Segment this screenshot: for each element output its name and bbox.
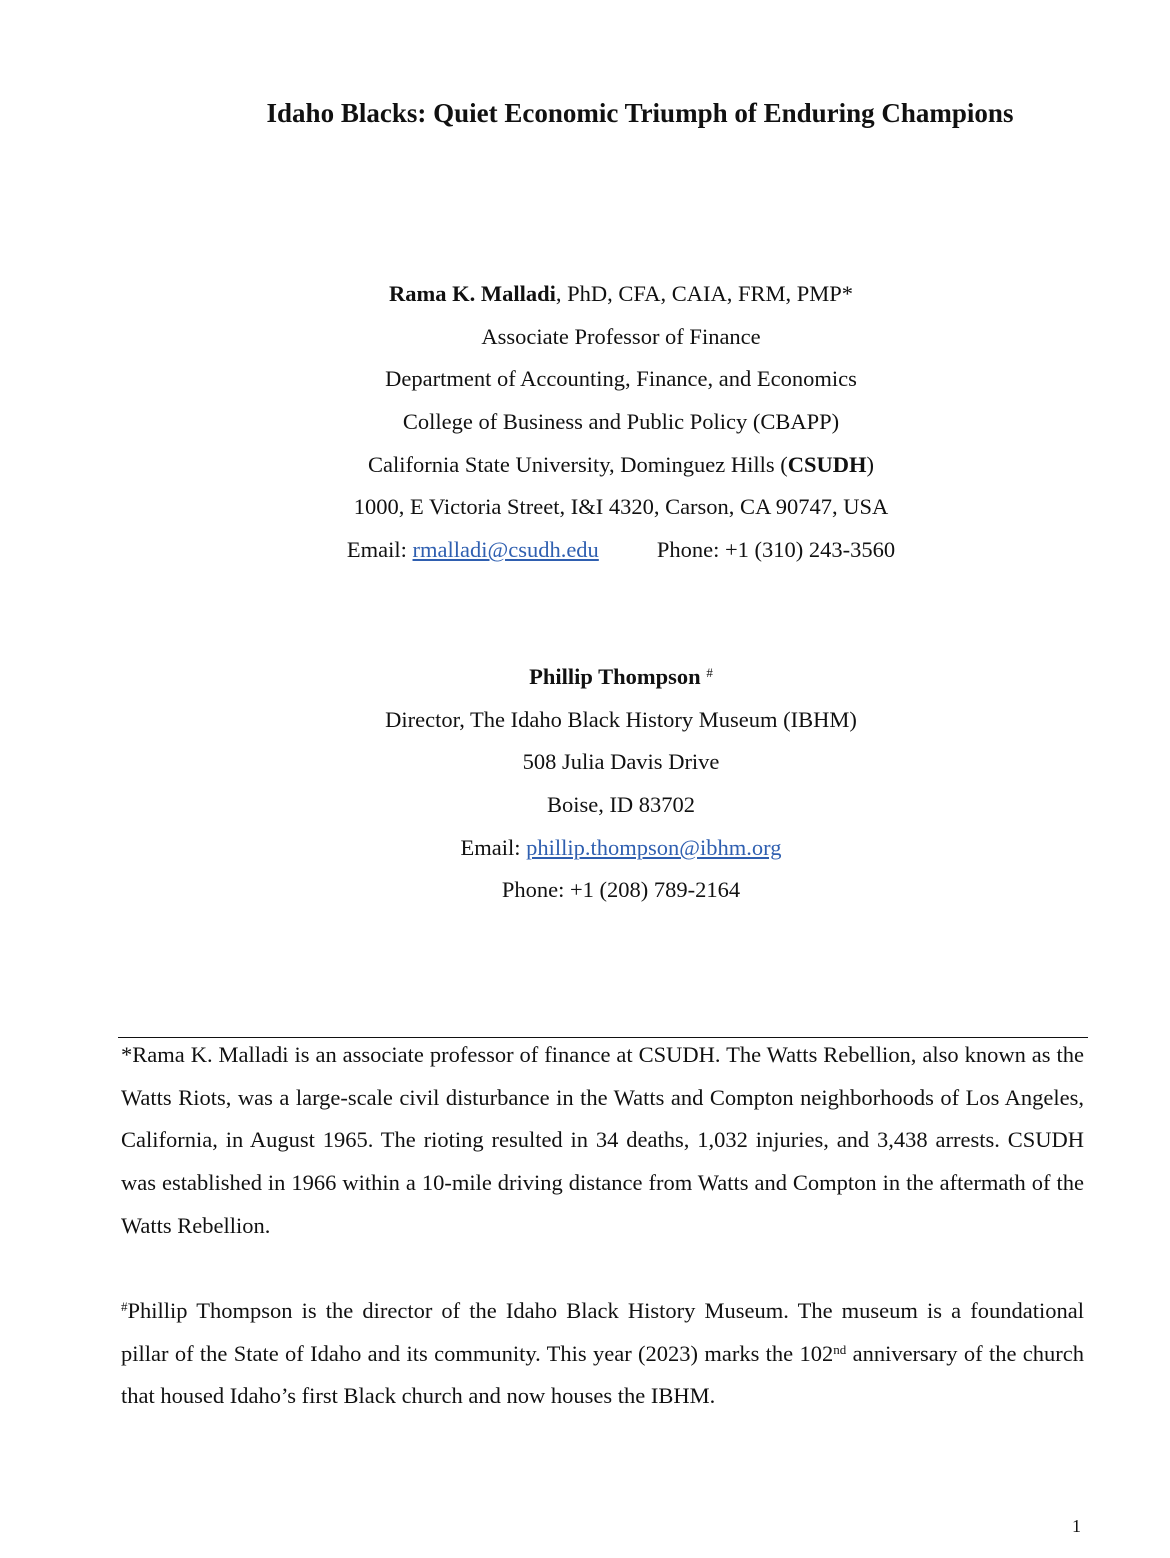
author2-block: [240, 656, 1002, 912]
author1-university-abbr: CSUDH: [787, 451, 867, 477]
author1-block: [240, 273, 1002, 572]
footnote-2-ordinal: nd: [833, 1341, 847, 1357]
author1-email-label: Email:: [346, 537, 413, 563]
footnote-2-text-b: anniversary of the church that housed Idaho’s first Black church and now houses the IBHM.: [121, 1340, 1084, 1409]
page-number: 1: [1072, 1516, 1081, 1536]
author2-mark: #: [706, 665, 713, 680]
author2-city: Boise, ID 83702: [546, 792, 696, 818]
author2-email-label: Email:: [460, 834, 527, 860]
footnote-2-text-a: Phillip Thompson is the director of the Idaho Black History Museum. The museum is a foundational pillar of the State of Idaho and its community. This year (2023) marks the 102: [121, 1298, 1084, 1366]
author2-email-link[interactable]: phillip.thompson@ibhm.org: [526, 834, 782, 860]
paper-title: Idaho Blacks: Quiet Economic Triumph of Enduring Champions: [266, 98, 1014, 128]
author1-university-suffix: ): [866, 451, 874, 477]
author1-name-line: [240, 273, 1002, 316]
author1-address: 1000, E Victoria Street, I&I 4320, Carson, CA 90747, USA: [353, 494, 889, 520]
author2-phone: Phone: +1 (208) 789-2164: [501, 877, 741, 903]
author2-name: Phillip Thompson: [529, 664, 701, 689]
author1-department: Department of Accounting, Finance, and Economics: [385, 366, 857, 392]
author1-university-prefix: California State University, Dominguez Hills (: [368, 451, 788, 477]
author1-position: Associate Professor of Finance: [481, 323, 761, 349]
footnote-2: [121, 1290, 1084, 1418]
author2-street: 508 Julia Davis Drive: [522, 749, 720, 775]
author1-email-link[interactable]: rmalladi@csudh.edu: [412, 537, 599, 563]
author1-university: [240, 444, 1002, 487]
author1-college: College of Business and Public Policy (CBAPP): [402, 409, 840, 435]
author1-credentials: , PhD, CFA, CAIA, FRM, PMP*: [555, 281, 854, 306]
author1-contact: [240, 529, 1002, 572]
author1-name: Rama K. Malladi: [388, 281, 556, 306]
author2-position: Director, The Idaho Black History Museum (IBHM): [385, 706, 857, 732]
author2-email-line: [240, 827, 1002, 870]
footnote-2-mark: #: [121, 1299, 128, 1314]
footnote-1: *Rama K. Malladi is an associate professor of finance at CSUDH. The Watts Rebellion, also known as the Watts Riots, was a large-scale civil disturbance in the Watts and Compton neighborhoods of Los Angeles, California, in August 1965. The rioting resulted in 34 deaths, 1,032 injuries, and 3,438 arrests. CSUDH was established in 1966 within a 10-mile driving distance from Watts and Compton in the aftermath of the Watts Rebellion.: [121, 1042, 1084, 1238]
author1-phone: Phone: +1 (310) 243-3560: [656, 537, 896, 563]
author2-name-line: [240, 656, 1002, 699]
